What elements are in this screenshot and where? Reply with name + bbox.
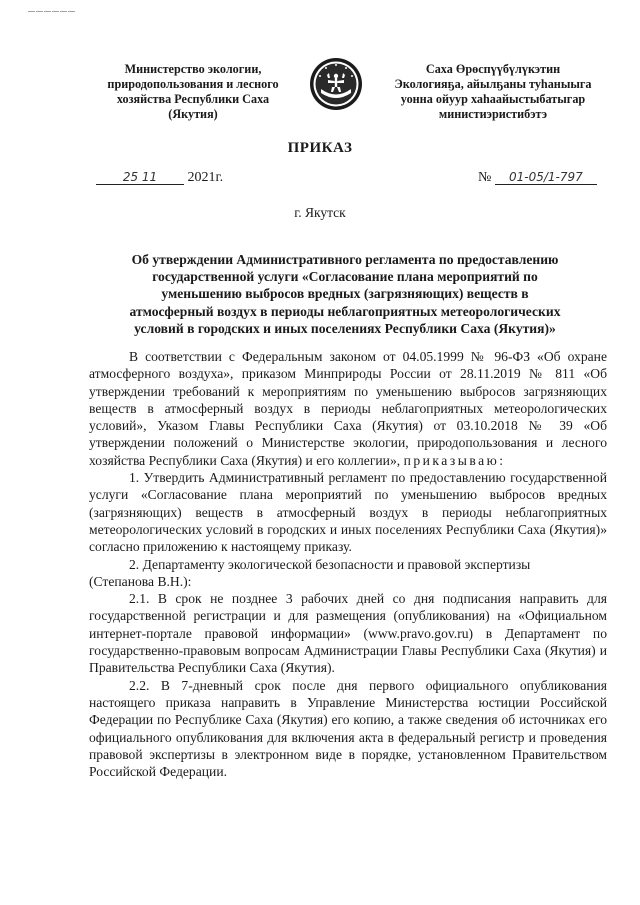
subject-line: условий в городских и иных поселениях Республики Саха (Якутия)»: [134, 320, 556, 336]
number-sign: №: [478, 170, 492, 185]
ministry-name-yakut: [388, 62, 598, 122]
ministry-name-line: хозяйства Республики Саха: [116, 92, 270, 106]
body-paragraph: (Степанова В.Н.):: [89, 573, 192, 589]
document-date: [96, 170, 223, 186]
date-year: 2021г.: [187, 170, 224, 185]
body-paragraph: 2.1. В срок не позднее 3 рабочих дней со дня подписания направить для государственной регистрации и для размещения (опубликования) на «Официальном интернет-портале правовой информации» (www.pravo.gov.ru) в Департамент по государственно-правовым вопросам Администрации Главы Республики Саха (Якутия) и Правительства Республики Саха (Якутия).: [89, 591, 607, 676]
handwritten-number: 01-05/1-797: [495, 170, 597, 185]
document-number: [478, 170, 597, 186]
document-city: г. Якутск: [294, 205, 346, 220]
ministry-name-russian: [93, 62, 293, 122]
ministry-name-line: уонна ойуур хаһаайыстыбатыгар: [400, 92, 586, 106]
ministry-name-line: Министерство экологии,: [124, 62, 262, 76]
body-paragraph: 1. Утвердить Административный регламент по предоставлению государственной услуги «Согласование плана мероприятий по уменьшению выбросов вредных (загрязняющих) веществ в атмосферный воздух в периоды неблагоприятных метеорологических условий в городских и иных поселениях Республики Саха (Якутия)» согласно приложению к настоящему приказу.: [89, 470, 607, 555]
preamble-text: В соответствии с Федеральным законом от 04.05.1999 № 96-ФЗ «Об охране атмосферного воздуха», приказом Минприроды России от 28.11.2019 № 811 «Об утверждении требований к мероприятиям по уменьшению выбросов загрязняющих веществ в атмосферный воздух в периоды неблагоприятных метеорологических условий», Указом Главы Республики Саха (Якутия) от 03.10.2018 № 39 «Об утверждении положений о Министерстве экологии, природопользования и лесного хозяйства Республики Саха (Якутия) и его коллегии»,: [89, 349, 607, 468]
ministry-name-line: Экологияҕа, айылҕаны туһаныыга: [394, 77, 592, 91]
ministry-name-line: министиэристибэтэ: [438, 107, 548, 121]
body-paragraph: 2.2. В 7-дневный срок после дня первого официального опубликования настоящего приказа направить в Управление Министерства юстиции Российской Федерации по Республике Саха (Якутия) его копию, а также сведения об источниках его официального опубликования для включения акта в федеральный регистр и проведения правовой экспертизы в электронном виде в порядке, установленном Правительством Российской Федерации.: [89, 677, 607, 780]
subject-line: Об утверждении Административного регламента по предоставлению: [131, 252, 559, 267]
ministry-name-line: Саха Өрөспүүбүлүкэтин: [425, 62, 561, 76]
scan-mark: ——————: [28, 8, 76, 15]
document-subject: [110, 251, 580, 337]
ministry-name-line: (Якутия): [168, 107, 218, 121]
order-keyword: приказываю:: [403, 452, 506, 468]
subject-line: уменьшению выбросов вредных (загрязняющих) веществ в: [161, 286, 529, 302]
body-paragraph: 2. Департаменту экологической безопасности и правовой экспертизы: [129, 556, 531, 572]
coat-of-arms-icon: [308, 56, 364, 112]
subject-line: атмосферный воздух в периоды неблагоприятных метеорологических: [129, 303, 561, 319]
body-paragraph: [89, 348, 607, 469]
handwritten-date: 25 11: [96, 170, 184, 185]
document-body: [89, 348, 607, 780]
ministry-name-line: природопользования и лесного: [107, 77, 279, 91]
document-title: ПРИКАЗ: [287, 140, 353, 156]
subject-line: государственной услуги «Согласование плана мероприятий по: [152, 269, 538, 285]
